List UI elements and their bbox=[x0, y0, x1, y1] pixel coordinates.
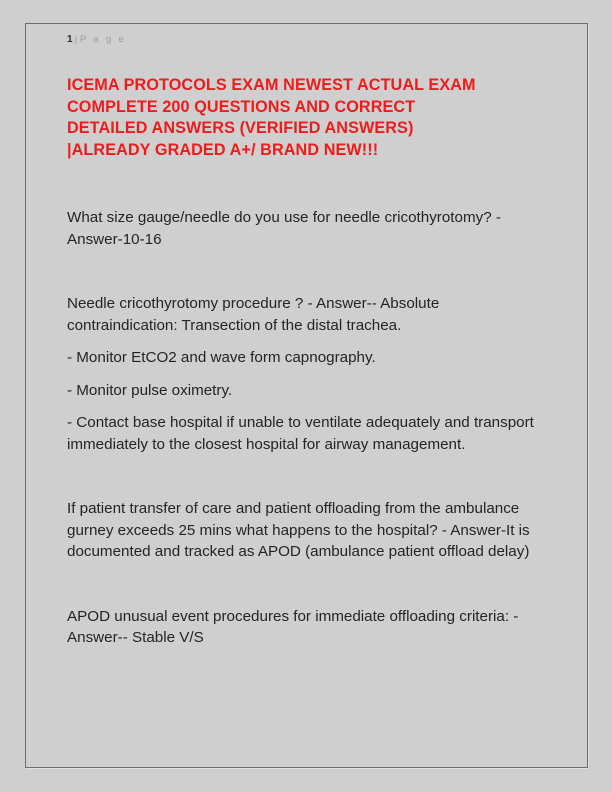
bullet-gap bbox=[67, 336, 545, 347]
page-label: P a g e bbox=[80, 34, 127, 45]
page-separator: | bbox=[74, 34, 78, 45]
bullet-gap bbox=[67, 369, 545, 380]
paragraph-gap bbox=[67, 250, 545, 293]
document-title bbox=[67, 75, 545, 161]
title-line-4: |ALREADY GRADED A+/ BRAND NEW!!! bbox=[67, 140, 379, 159]
question-paragraph-1: What size gauge/needle do you use for needle cricothyrotomy? - Answer-10-16 bbox=[67, 209, 501, 248]
paragraph-gap bbox=[67, 455, 545, 498]
bullet-item-1: - Monitor EtCO2 and wave form capnography. bbox=[67, 349, 376, 366]
question-paragraph-2: Needle cricothyrotomy procedure ? - Answer-- Absolute contraindication: Transection of the distal trachea. bbox=[67, 295, 440, 334]
document-content bbox=[67, 33, 545, 649]
question-paragraph-4: APOD unusual event procedures for immediate offloading criteria: - Answer-- Stable V/S bbox=[67, 607, 519, 646]
title-line-1: ICEMA PROTOCOLS EXAM NEWEST ACTUAL EXAM bbox=[67, 76, 476, 94]
running-header bbox=[67, 33, 545, 47]
page-number: 1 bbox=[67, 34, 73, 45]
title-line-2: COMPLETE 200 QUESTIONS AND CORRECT bbox=[67, 97, 416, 116]
bullet-item-3: - Contact base hospital if unable to ventilate adequately and transport immediately to the closest hospital for airway management. bbox=[67, 414, 534, 453]
title-line-3: DETAILED ANSWERS (VERIFIED ANSWERS) bbox=[67, 119, 414, 137]
paragraph-gap bbox=[67, 563, 545, 606]
bullet-gap bbox=[67, 401, 545, 412]
bullet-item-2: - Monitor pulse oximetry. bbox=[67, 381, 233, 399]
question-paragraph-3: If patient transfer of care and patient offloading from the ambulance gurney exceeds 25 mins what happens to the hospital? - Answer-It is documented and tracked as APOD (ambulance patient offload delay) bbox=[67, 500, 530, 560]
